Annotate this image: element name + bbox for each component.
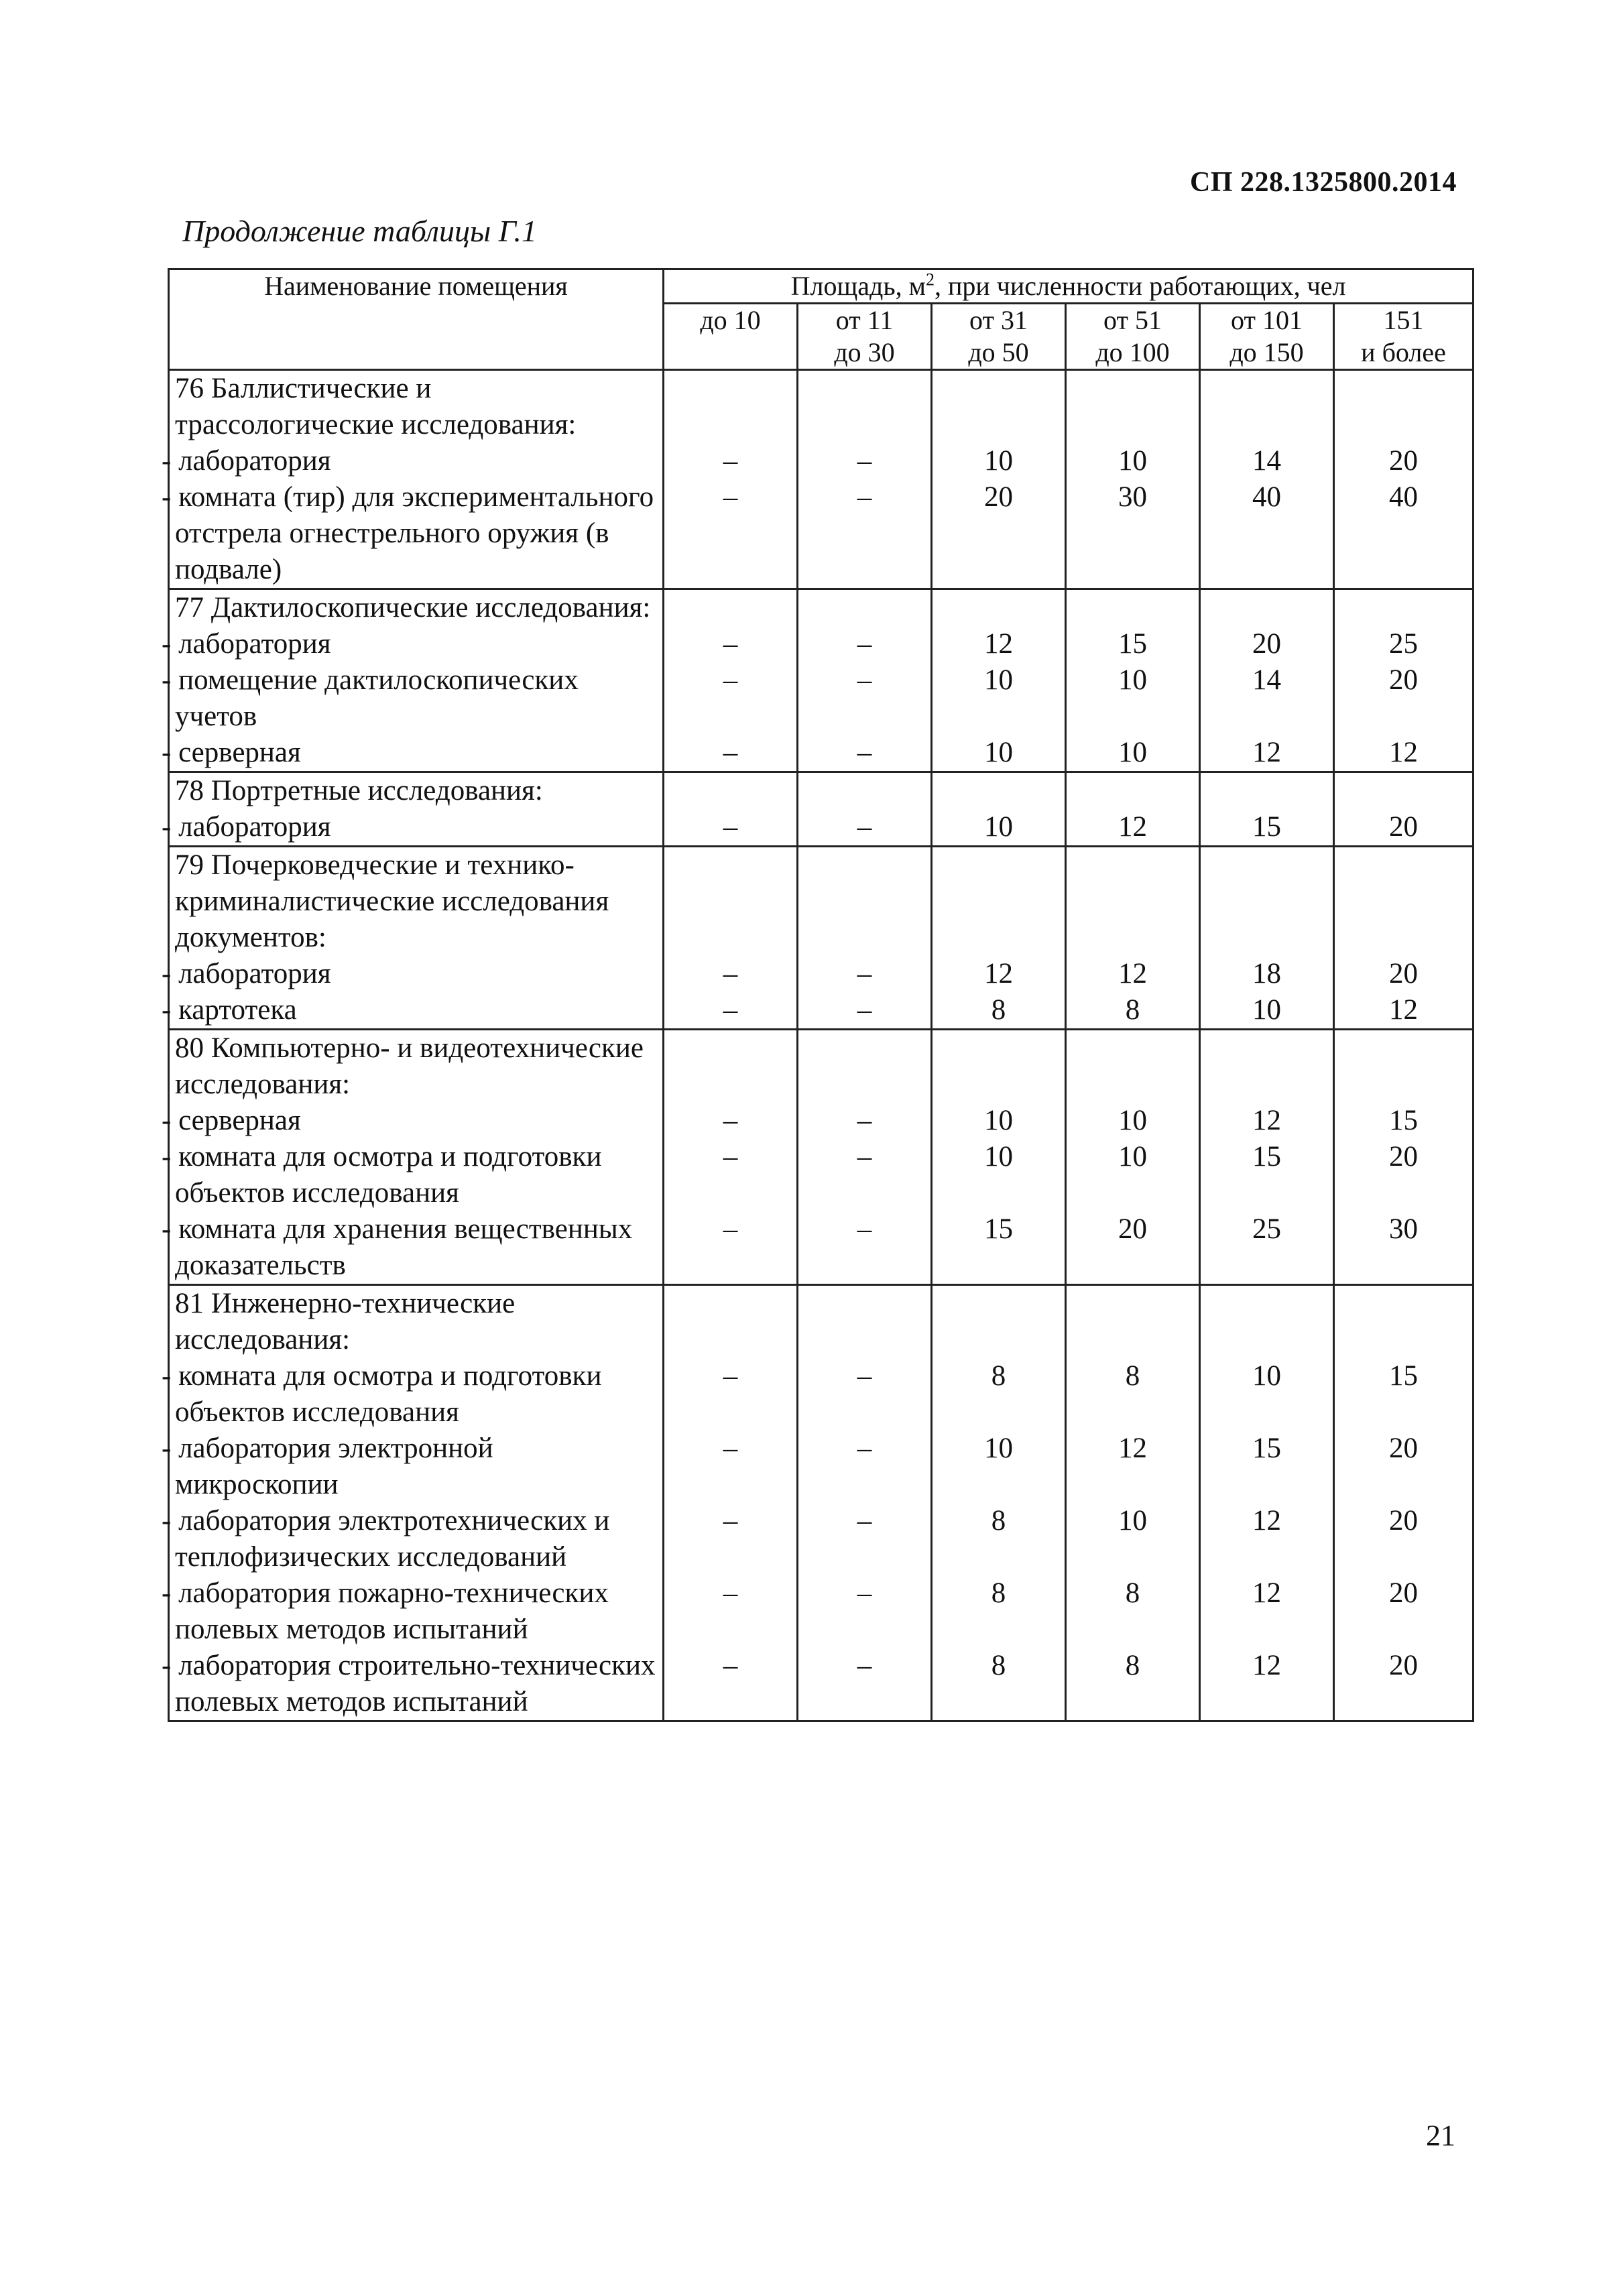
staff-count-column-header <box>932 304 1066 370</box>
table-row <box>169 1648 1474 1721</box>
group-title-row <box>169 370 1474 444</box>
group-title: 79 Почерковедческие и технико-криминалистические исследования документов: <box>169 847 664 957</box>
staff-count-column-header <box>1334 304 1474 370</box>
area-value: – <box>664 956 798 992</box>
table-continuation-caption: Продолжение таблицы Г.1 <box>182 214 537 248</box>
area-value: 12 <box>1200 735 1334 772</box>
room-group <box>162 589 1474 772</box>
area-value: – <box>798 1103 932 1139</box>
area-value: – <box>664 479 798 589</box>
empty-cell <box>1066 589 1200 627</box>
empty-cell <box>664 1030 798 1103</box>
empty-cell <box>932 1285 1066 1359</box>
area-value: 15 <box>1200 809 1334 847</box>
area-value: 10 <box>1066 1139 1200 1211</box>
area-value: – <box>664 1139 798 1211</box>
area-value: 8 <box>932 1503 1066 1575</box>
area-value: 10 <box>1200 992 1334 1030</box>
empty-cell <box>1334 589 1474 627</box>
page-number: 21 <box>1426 2119 1455 2152</box>
room-label: - лаборатория пожарно-технических полевых методов испытаний <box>169 1575 664 1648</box>
column-header-line: 151 <box>1383 305 1424 335</box>
table-row <box>169 626 1474 662</box>
empty-cell <box>1200 772 1334 810</box>
room-group <box>162 370 1474 589</box>
area-value: 15 <box>1066 626 1200 662</box>
area-value: 8 <box>932 1648 1066 1721</box>
area-value: – <box>664 992 798 1030</box>
area-value: 8 <box>1066 1648 1200 1721</box>
empty-cell <box>1066 1285 1200 1359</box>
table-row <box>169 479 1474 589</box>
area-value: 20 <box>1334 956 1474 992</box>
table-row <box>169 809 1474 847</box>
group-title: 80 Компьютерно- и видеотехнические исследования: <box>169 1030 664 1103</box>
area-value: – <box>798 626 932 662</box>
area-value: 8 <box>932 1575 1066 1648</box>
group-title: 81 Инженерно-технические исследования: <box>169 1285 664 1359</box>
empty-cell <box>1334 772 1474 810</box>
area-value: – <box>798 992 932 1030</box>
area-value: – <box>664 626 798 662</box>
empty-cell <box>1066 1030 1200 1103</box>
empty-cell <box>1200 1030 1334 1103</box>
area-value: 30 <box>1334 1211 1474 1285</box>
area-value: – <box>664 1211 798 1285</box>
area-value: 12 <box>1200 1503 1334 1575</box>
empty-cell <box>1334 1030 1474 1103</box>
empty-cell <box>798 847 932 957</box>
empty-cell <box>798 1285 932 1359</box>
area-value: 14 <box>1200 443 1334 479</box>
empty-cell <box>1200 1285 1334 1359</box>
room-label: - лаборатория электротехнических и теплофизических исследований <box>169 1503 664 1575</box>
staff-count-column-header <box>664 304 798 370</box>
empty-cell <box>1066 772 1200 810</box>
table-row <box>169 1103 1474 1139</box>
area-value: 20 <box>1334 443 1474 479</box>
area-value: 12 <box>1334 992 1474 1030</box>
area-value: – <box>798 443 932 479</box>
room-label: - лаборатория строительно-технических полевых методов испытаний <box>169 1648 664 1721</box>
empty-cell <box>664 847 798 957</box>
area-value: 12 <box>1066 809 1200 847</box>
area-value: – <box>798 735 932 772</box>
room-name-header: Наименование помещения <box>169 269 664 370</box>
area-value: 15 <box>932 1211 1066 1285</box>
area-value: 10 <box>932 443 1066 479</box>
area-value: 15 <box>1334 1358 1474 1431</box>
area-value: 12 <box>1200 1575 1334 1648</box>
area-header-superscript: 2 <box>925 269 935 290</box>
area-value: 12 <box>1066 1431 1200 1503</box>
area-norms-table <box>162 268 1474 1722</box>
area-value: 10 <box>932 735 1066 772</box>
empty-cell <box>1200 847 1334 957</box>
area-value: – <box>664 1503 798 1575</box>
area-value: – <box>798 1575 932 1648</box>
group-title-row <box>169 1030 1474 1103</box>
empty-cell <box>932 1030 1066 1103</box>
room-label: - серверная <box>169 1103 664 1139</box>
area-value: 18 <box>1200 956 1334 992</box>
table-row <box>169 662 1474 735</box>
area-value: 20 <box>1334 662 1474 735</box>
area-value: – <box>664 735 798 772</box>
area-value: – <box>664 1648 798 1721</box>
room-label: - лаборатория <box>169 626 664 662</box>
area-value: 15 <box>1200 1139 1334 1211</box>
area-value: 25 <box>1200 1211 1334 1285</box>
empty-cell <box>664 370 798 444</box>
empty-cell <box>932 370 1066 444</box>
area-value: 10 <box>932 1103 1066 1139</box>
staff-count-column-header <box>1200 304 1334 370</box>
area-value: 10 <box>1200 1358 1334 1431</box>
area-value: 12 <box>1334 735 1474 772</box>
empty-cell <box>932 847 1066 957</box>
column-header-line: от 11 <box>835 305 894 335</box>
column-header-line: до 150 <box>1229 337 1304 367</box>
table-row <box>169 1503 1474 1575</box>
column-header-line: и более <box>1361 337 1446 367</box>
table-row <box>169 735 1474 772</box>
empty-cell <box>1066 847 1200 957</box>
area-header-suffix: , при численности работающих, чел <box>934 271 1346 301</box>
area-value: 20 <box>1334 1503 1474 1575</box>
column-header-line: до 10 <box>700 305 761 335</box>
area-value: 10 <box>1066 443 1200 479</box>
area-value: – <box>798 1648 932 1721</box>
area-value: – <box>798 1211 932 1285</box>
empty-cell <box>932 589 1066 627</box>
column-header-line: до 30 <box>834 337 895 367</box>
area-value: 20 <box>1334 1139 1474 1211</box>
room-label: - лаборатория <box>169 956 664 992</box>
empty-cell <box>1066 370 1200 444</box>
area-header-prefix: Площадь, м <box>790 271 926 301</box>
table-row <box>169 1431 1474 1503</box>
area-value: 10 <box>1066 662 1200 735</box>
area-value: 20 <box>1334 1648 1474 1721</box>
area-value: 14 <box>1200 662 1334 735</box>
empty-cell <box>1334 1285 1474 1359</box>
area-value: – <box>664 662 798 735</box>
area-value: 12 <box>1200 1103 1334 1139</box>
group-title: 76 Баллистические и трассологические исследования: <box>169 370 664 444</box>
area-value: 10 <box>932 809 1066 847</box>
empty-cell <box>1334 370 1474 444</box>
table-row <box>169 1211 1474 1285</box>
area-value: 10 <box>1066 735 1200 772</box>
area-value: 10 <box>932 1431 1066 1503</box>
group-title-row <box>169 772 1474 810</box>
area-value: 8 <box>1066 992 1200 1030</box>
table-header <box>169 269 1474 370</box>
room-label: - лаборатория электронной микроскопии <box>169 1431 664 1503</box>
table-row <box>169 1358 1474 1431</box>
area-value: 20 <box>1200 626 1334 662</box>
area-value: – <box>798 956 932 992</box>
empty-cell <box>798 772 932 810</box>
area-value: 8 <box>1066 1358 1200 1431</box>
area-value: – <box>798 662 932 735</box>
empty-cell <box>664 1285 798 1359</box>
room-group <box>162 847 1474 1030</box>
area-value: – <box>664 1103 798 1139</box>
empty-cell <box>932 772 1066 810</box>
staff-count-column-header <box>1066 304 1200 370</box>
area-value: – <box>798 1503 932 1575</box>
area-value: – <box>664 1575 798 1648</box>
area-value: 10 <box>932 662 1066 735</box>
room-label: - картотека <box>169 992 664 1030</box>
group-title-row <box>169 1285 1474 1359</box>
area-value: 12 <box>932 956 1066 992</box>
empty-cell <box>664 772 798 810</box>
area-value: 25 <box>1334 626 1474 662</box>
area-value: – <box>664 1358 798 1431</box>
empty-cell <box>1334 847 1474 957</box>
room-label: - лаборатория <box>169 443 664 479</box>
area-value: – <box>798 809 932 847</box>
area-value: – <box>664 443 798 479</box>
room-label: - комната для хранения вещественных доказательств <box>169 1211 664 1285</box>
area-value: 15 <box>1334 1103 1474 1139</box>
area-value: 40 <box>1200 479 1334 589</box>
table-row <box>169 1575 1474 1648</box>
staff-count-column-header <box>798 304 932 370</box>
document-code: СП 228.1325800.2014 <box>1190 167 1457 198</box>
area-value: 8 <box>932 1358 1066 1431</box>
empty-cell <box>798 1030 932 1103</box>
group-title-row <box>169 589 1474 627</box>
area-value: 40 <box>1334 479 1474 589</box>
area-value: 20 <box>932 479 1066 589</box>
column-header-line: от 101 <box>1231 305 1303 335</box>
area-group-header <box>664 269 1474 304</box>
column-header-line: до 50 <box>968 337 1029 367</box>
column-header-line: от 31 <box>969 305 1028 335</box>
area-value: – <box>798 1358 932 1431</box>
area-value: 10 <box>1066 1503 1200 1575</box>
area-value: 10 <box>932 1139 1066 1211</box>
area-value: 20 <box>1066 1211 1200 1285</box>
area-value: 8 <box>1066 1575 1200 1648</box>
area-value: 8 <box>932 992 1066 1030</box>
table-row <box>169 992 1474 1030</box>
room-label: - лаборатория <box>169 809 664 847</box>
area-value: – <box>798 1139 932 1211</box>
area-value: 20 <box>1334 1575 1474 1648</box>
room-group <box>162 1285 1474 1721</box>
area-value: 10 <box>1066 1103 1200 1139</box>
column-header-line: до 100 <box>1095 337 1170 367</box>
area-value: 20 <box>1334 1431 1474 1503</box>
room-label: - комната (тир) для экспериментального отстрела огнестрельного оружия (в подвале) <box>169 479 664 589</box>
area-value: – <box>798 1431 932 1503</box>
area-value: 30 <box>1066 479 1200 589</box>
table-row <box>169 443 1474 479</box>
room-label: - помещение дактилоскопических учетов <box>169 662 664 735</box>
table-row <box>169 956 1474 992</box>
group-title-row <box>169 847 1474 957</box>
group-title: 78 Портретные исследования: <box>169 772 664 810</box>
room-group <box>162 1030 1474 1285</box>
area-value: 12 <box>1066 956 1200 992</box>
empty-cell <box>1200 589 1334 627</box>
area-value: 12 <box>932 626 1066 662</box>
room-label: - серверная <box>169 735 664 772</box>
column-header-line: от 51 <box>1103 305 1162 335</box>
empty-cell <box>1200 370 1334 444</box>
area-value: – <box>798 479 932 589</box>
room-label: - комната для осмотра и подготовки объектов исследования <box>169 1358 664 1431</box>
room-group <box>162 772 1474 847</box>
group-title: 77 Дактилоскопические исследования: <box>169 589 664 627</box>
area-value: 20 <box>1334 809 1474 847</box>
area-value: – <box>664 809 798 847</box>
area-value: – <box>664 1431 798 1503</box>
table-row <box>169 1139 1474 1211</box>
room-label: - комната для осмотра и подготовки объектов исследования <box>169 1139 664 1211</box>
empty-cell <box>664 589 798 627</box>
empty-cell <box>798 370 932 444</box>
area-value: 12 <box>1200 1648 1334 1721</box>
area-value: 15 <box>1200 1431 1334 1503</box>
empty-cell <box>798 589 932 627</box>
